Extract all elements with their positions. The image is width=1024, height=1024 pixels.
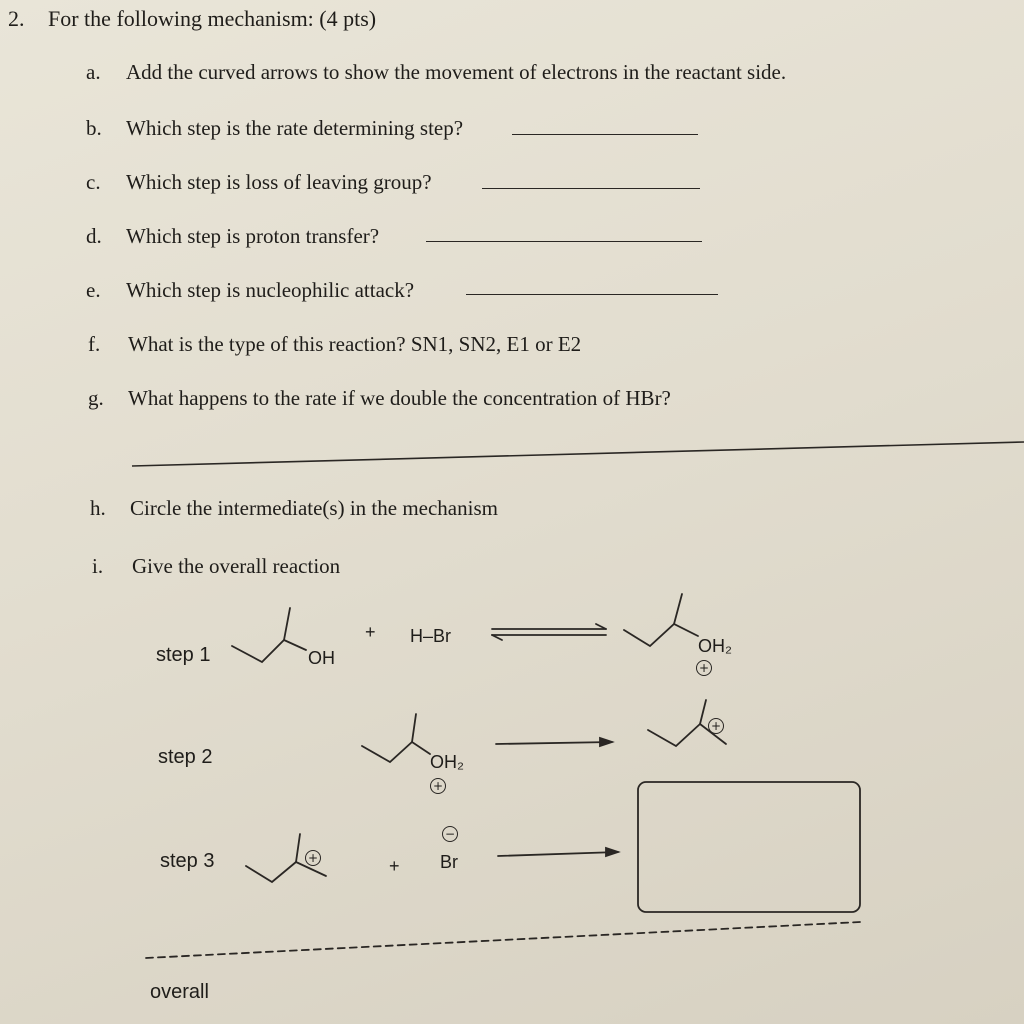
item-c-text: Which step is loss of leaving group?	[126, 170, 432, 194]
step3-label: step 3	[160, 850, 215, 872]
step2-product-methyl-up	[700, 700, 706, 724]
step2-arrowhead	[600, 738, 612, 746]
item-e-text: Which step is nucleophilic attack?	[126, 278, 415, 302]
step2-arrow	[496, 742, 612, 744]
overall-separator	[146, 922, 860, 958]
step1-positive-charge: +	[696, 660, 712, 676]
step2-reactant-skeleton	[362, 742, 430, 762]
item-h-letter: h.	[90, 496, 106, 520]
step1-reactant-skeleton	[232, 640, 306, 662]
item-e-letter: e.	[86, 278, 101, 302]
step3-carbocation-charge: +	[305, 850, 321, 866]
step2-positive-charge: +	[430, 778, 446, 794]
item-d-text: Which step is proton transfer?	[126, 224, 380, 248]
step2-reactant-group: OH₂	[430, 752, 464, 772]
item-h-text: Circle the intermediate(s) in the mechanism	[130, 496, 498, 520]
item-d-letter: d.	[86, 224, 102, 248]
bromide-negative-charge: −	[442, 826, 458, 842]
item-g-letter: g.	[88, 386, 104, 410]
step1-reactant-methyl	[284, 608, 290, 640]
question-number: 2.	[8, 6, 25, 31]
item-f-letter: f.	[88, 332, 101, 356]
step2-label: step 2	[158, 746, 213, 768]
item-a-text: Add the curved arrows to show the movement of electrons in the reactant side.	[126, 60, 787, 84]
step3-cation-skeleton	[246, 862, 296, 882]
overall-label: overall	[150, 981, 209, 1003]
step2-carbocation-charge: +	[708, 718, 724, 734]
step1-label: step 1	[156, 644, 211, 666]
step2-reactant-methyl	[412, 714, 416, 742]
step2-product-skeleton	[648, 724, 700, 746]
step1-product-methyl	[674, 594, 682, 624]
step3-cation-methyl-up	[296, 834, 300, 862]
item-i-text: Give the overall reaction	[132, 554, 341, 578]
item-c-letter: c.	[86, 170, 101, 194]
bromide-ion: Br	[440, 852, 458, 872]
item-b-letter: b.	[86, 116, 102, 140]
step3-answer-box	[638, 782, 860, 912]
step1-product-skeleton	[624, 624, 698, 646]
item-f-text: What is the type of this reaction? SN1, SN2, E1 or E2	[128, 332, 582, 356]
item-g-text: What happens to the rate if we double the concentration of HBr?	[128, 386, 671, 410]
step3-arrowhead	[606, 848, 618, 856]
step1-reactant-group: OH	[308, 648, 335, 668]
step3-arrow	[498, 852, 618, 856]
step1-reagent: H–Br	[410, 626, 452, 646]
question-title: For the following mechanism: (4 pts)	[48, 6, 377, 31]
step1-plus: +	[365, 622, 376, 642]
item-i-letter: i.	[92, 554, 104, 578]
item-b-text: Which step is the rate determining step?	[126, 116, 464, 140]
step3-plus: +	[389, 856, 400, 876]
item-a-letter: a.	[86, 60, 101, 84]
step1-product-group: OH₂	[698, 636, 732, 656]
